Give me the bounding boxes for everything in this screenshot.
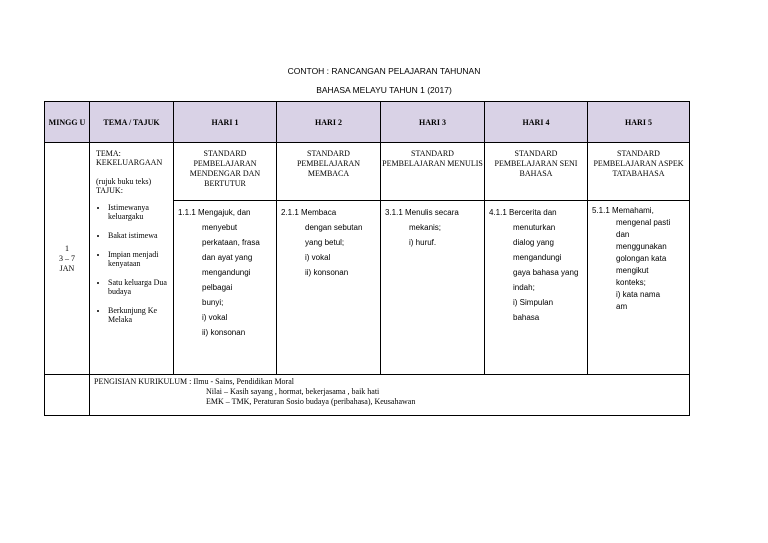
header-hari-5: HARI 5 <box>588 102 690 143</box>
week-range: 3 – 7 <box>59 253 75 263</box>
outcome-line: menyebut <box>202 223 238 232</box>
tajuk-item: • Istimewanya keluargaku <box>108 203 173 221</box>
outcome-line: 4.1.1 Bercerita dan <box>489 208 557 217</box>
footer-line: EMK – TMK, Peraturan Sosio budaya (peribahasa), Keusahawan <box>206 397 416 406</box>
tema-value: KEKELUARGAAN <box>96 158 163 167</box>
standard-hari-3: STANDARD PEMBELAJARAN MENULIS <box>381 143 485 201</box>
outcome-line: mengikut <box>616 266 649 275</box>
tajuk-item: • Bakat istimewa <box>108 231 173 240</box>
document-title: CONTOH : RANCANGAN PELAJARAN TAHUNAN <box>287 66 481 76</box>
outcome-line: gaya bahasa yang <box>513 268 579 277</box>
outcome-line: mekanis; <box>409 223 442 232</box>
outcome-hari-3 <box>381 201 485 375</box>
outcome-line: i) huruf. <box>409 238 437 247</box>
lesson-plan-table <box>44 101 690 416</box>
header-hari-2: HARI 2 <box>277 102 381 143</box>
outcome-line: i) kata nama <box>616 290 661 299</box>
outcome-line: i) Simpulan <box>513 298 554 307</box>
pengisian-kurikulum <box>90 375 690 416</box>
tema-note: (rujuk buku teks) <box>96 177 152 186</box>
outcome-line: bunyi; <box>202 298 224 307</box>
standard-hari-4: STANDARD PEMBELAJARAN SENI BAHASA <box>485 143 588 201</box>
standards-row <box>45 143 690 201</box>
outcome-line: ii) konsonan <box>202 328 246 337</box>
outcome-line: 5.1.1 Memahami, <box>592 206 654 215</box>
outcome-line: indah; <box>513 283 535 292</box>
week-month: JAN <box>59 263 75 273</box>
outcome-line: pelbagai <box>202 283 233 292</box>
tajuk-item: • Berkunjung Ke Melaka <box>108 306 173 324</box>
standard-hari-2: STANDARD PEMBELAJARAN MEMBACA <box>277 143 381 201</box>
outcome-line: yang betul; <box>305 238 345 247</box>
outcome-hari-1 <box>174 201 277 375</box>
header-hari-3: HARI 3 <box>381 102 485 143</box>
standard-hari-1: STANDARD PEMBELAJARAN MENDENGAR DAN BERTUTUR <box>174 143 277 201</box>
footer-row <box>45 375 690 416</box>
header-tema: TEMA / TAJUK <box>90 102 174 143</box>
outcome-line: 3.1.1 Menulis secara <box>385 208 459 217</box>
header-row <box>45 102 690 143</box>
outcome-line: konteks; <box>616 278 646 287</box>
header-minggu: MINGG U <box>45 102 90 143</box>
outcome-line: dialog yang <box>513 238 554 247</box>
tajuk-item: • Impian menjadi kenyataan <box>108 250 173 268</box>
outcome-line: golongan kata <box>616 254 667 263</box>
standard-hari-5: STANDARD PEMBELAJARAN ASPEK TATABAHASA <box>588 143 690 201</box>
footer-spacer <box>45 375 90 416</box>
outcome-line: i) vokal <box>305 253 331 262</box>
outcome-line: mengenal pasti <box>616 218 671 227</box>
outcome-hari-4 <box>485 201 588 375</box>
outcome-line: dan ayat yang <box>202 253 253 262</box>
footer-line: Nilai – Kasih sayang , hormat, bekerjasama , baik hati <box>206 387 380 396</box>
footer-line: PENGISIAN KURIKULUM : Ilmu - Sains, Pendidikan Moral <box>94 377 294 386</box>
outcome-hari-5 <box>588 201 690 375</box>
outcome-line: i) vokal <box>202 313 228 322</box>
week-cell <box>45 143 90 375</box>
outcome-line: dan <box>616 230 630 239</box>
outcome-line: mengandungi <box>513 253 562 262</box>
week-number: 1 <box>65 243 69 253</box>
tajuk-item: • Satu keluarga Dua budaya <box>108 278 173 296</box>
outcome-line: 1.1.1 Mengajuk, dan <box>178 208 251 217</box>
outcome-line: mengandungi <box>202 268 251 277</box>
tajuk-list <box>96 203 173 324</box>
header-hari-1: HARI 1 <box>174 102 277 143</box>
outcome-line: ii) konsonan <box>305 268 349 277</box>
tajuk-label: TAJUK: <box>96 186 123 195</box>
outcome-line: dengan sebutan <box>305 223 363 232</box>
outcome-line: bahasa <box>513 313 540 322</box>
outcome-line: perkataan, frasa <box>202 238 260 247</box>
outcome-line: menuturkan <box>513 223 556 232</box>
outcome-line: menggunakan <box>616 242 667 251</box>
tema-label: TEMA: <box>96 149 121 158</box>
outcome-line: 2.1.1 Membaca <box>281 208 337 217</box>
tema-cell <box>90 143 174 375</box>
document-subtitle: BAHASA MELAYU TAHUN 1 (2017) <box>316 85 452 95</box>
header-hari-4: HARI 4 <box>485 102 588 143</box>
outcome-hari-2 <box>277 201 381 375</box>
outcome-line: am <box>616 302 628 311</box>
